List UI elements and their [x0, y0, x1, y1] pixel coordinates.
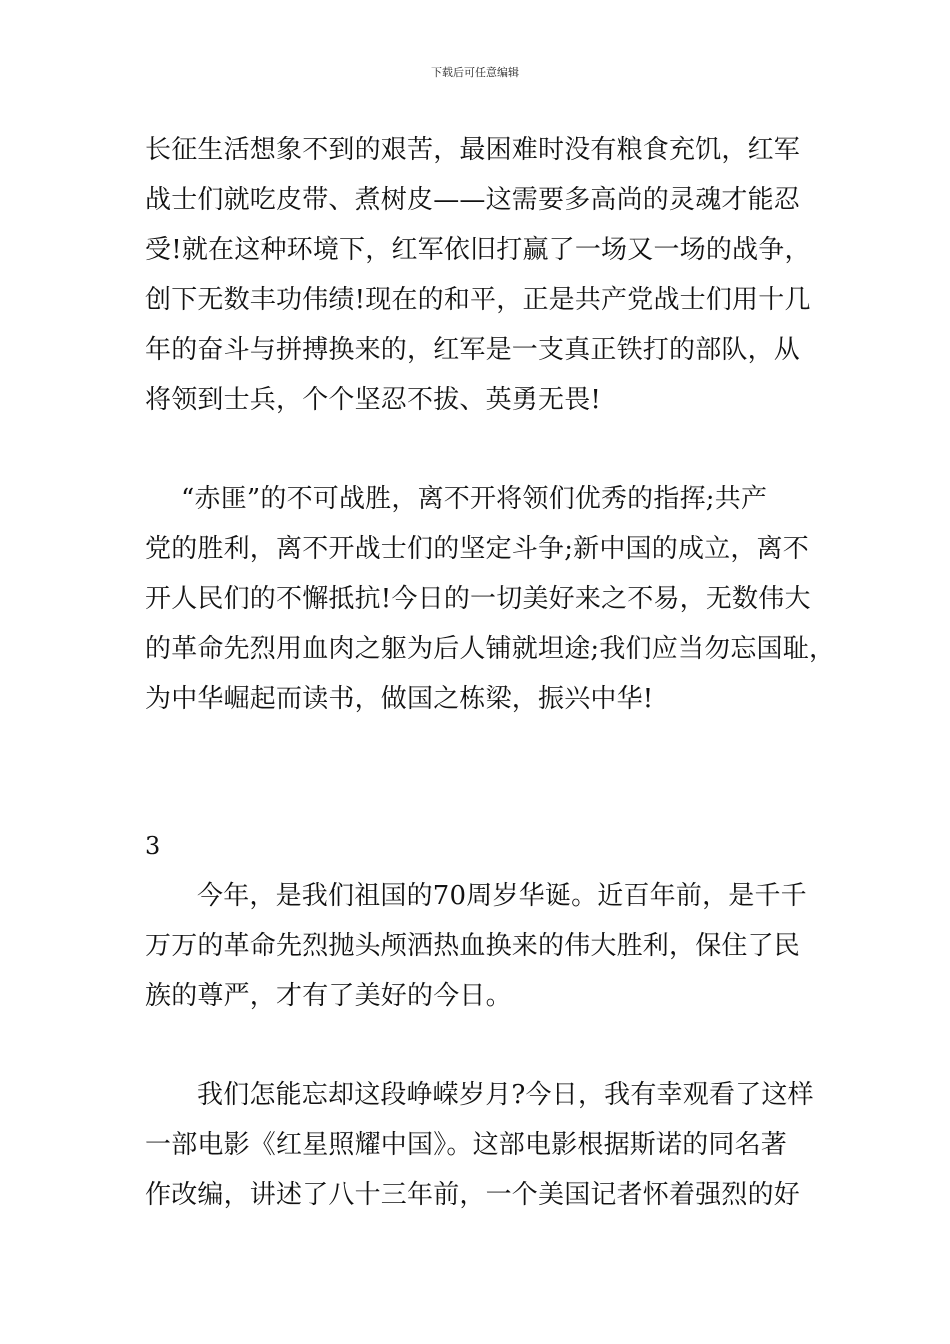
text-line: 长征生活想象不到的艰苦，最困难时没有粮食充饥，红军	[145, 135, 801, 165]
text-line: 一部电影《红星照耀中国》。这部电影根据斯诺的同名著	[145, 1130, 788, 1160]
text-line: 作改编，讲述了八十三年前，一个美国记者怀着强烈的好	[145, 1180, 801, 1210]
section-number: 3	[145, 832, 161, 860]
text-line: 党的胜利，离不开战士们的坚定斗争;新中国的成立，离不	[145, 534, 809, 564]
text-line: 族的尊严，才有了美好的今日。	[145, 981, 512, 1011]
text-line: 万万的革命先烈抛头颅洒热血换来的伟大胜利，保住了民	[145, 931, 801, 961]
text-line: 战士们就吃皮带、煮树皮——这需要多高尚的灵魂才能忍	[145, 185, 801, 215]
text-line: 的革命先烈用血肉之躯为后人铺就坦途;我们应当勿忘国耻，	[145, 634, 836, 664]
text-line: 创下无数丰功伟绩!现在的和平，正是共产党战士们用十几	[145, 285, 811, 315]
page-header: 下载后可任意编辑	[431, 66, 519, 79]
text-line: 为中华崛起而读书，做国之栋梁，振兴中华!	[145, 684, 654, 714]
text-line: 开人民们的不懈抵抗!今日的一切美好来之不易，无数伟大	[145, 584, 811, 614]
text-line: 年的奋斗与拼搏换来的，红军是一支真正铁打的部队，从	[145, 335, 801, 365]
text-line: 受!就在这种环境下，红军依旧打赢了一场又一场的战争，	[145, 235, 811, 265]
text-line: “赤匪”的不可战胜，离不开将领们优秀的指挥;共产	[181, 484, 768, 514]
text-line: 今年，是我们祖国的70周岁华诞。近百年前，是千千	[197, 881, 807, 911]
text-line: 将领到士兵，个个坚忍不拔、英勇无畏!	[145, 385, 602, 415]
text-line: 我们怎能忘却这段峥嵘岁月?今日，我有幸观看了这样	[197, 1080, 814, 1110]
